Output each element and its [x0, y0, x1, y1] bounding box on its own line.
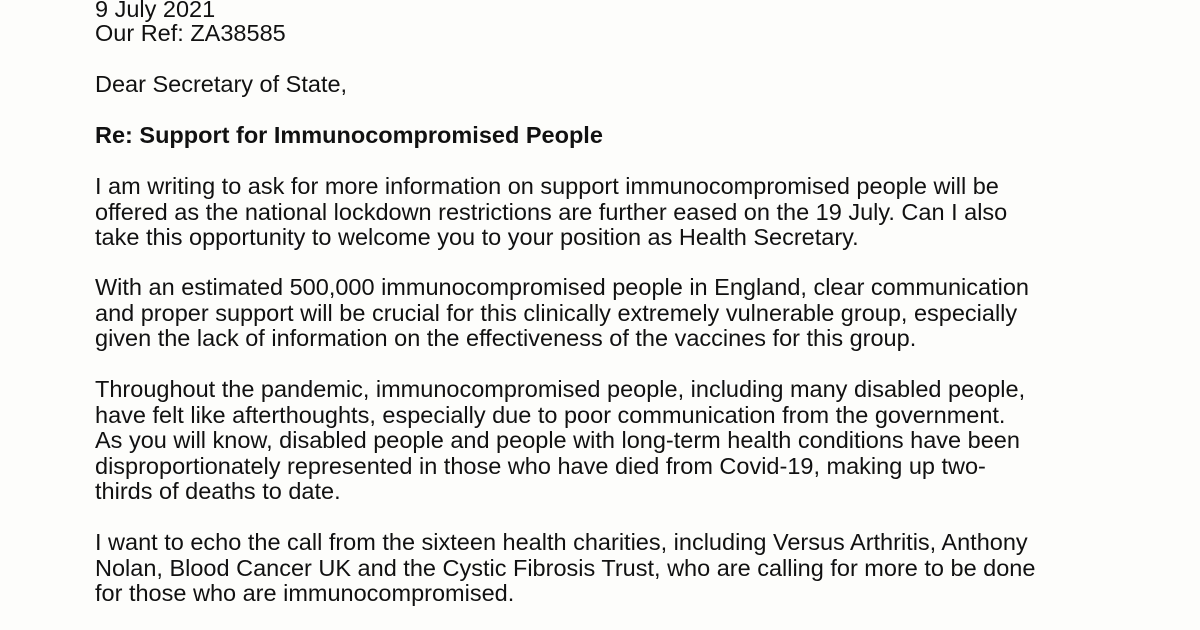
paragraph-line: for those who are immunocompromised. — [95, 580, 515, 606]
paragraph-line: given the lack of information on the effectiveness of the vaccines for this group. — [95, 325, 917, 351]
paragraph-line: take this opportunity to welcome you to your position as Health Secretary. — [95, 224, 859, 250]
paragraph-line: have felt like afterthoughts, especially due to poor communication from the government. — [95, 401, 1006, 428]
paragraph-1 — [95, 174, 1135, 251]
paragraph-line: thirds of deaths to date. — [95, 478, 341, 504]
paragraph-line: Throughout the pandemic, immunocompromised people, including many disabled people, — [95, 376, 1026, 402]
paragraph-line: As you will know, disabled people and people with long-term health conditions have been — [95, 427, 1020, 453]
paragraph-2 — [95, 275, 1135, 352]
paragraph-4 — [95, 530, 1135, 607]
paragraph-line: Nolan, Blood Cancer UK and the Cystic Fibrosis Trust, who are calling for more to be done — [95, 554, 1036, 581]
paragraph-line: and proper support will be crucial for this clinically extremely vulnerable group, especially — [95, 299, 1018, 326]
reference-number: Our Ref: ZA38585 — [95, 20, 286, 46]
paragraph-line: I want to echo the call from the sixteen health charities, including Versus Arthritis, Anthony — [95, 529, 1028, 555]
paragraph-line: offered as the national lockdown restrictions are further eased on the 19 July. Can I also — [95, 198, 1008, 225]
paragraph-line: disproportionately represented in those who have died from Covid-19, making up two- — [95, 452, 986, 479]
salutation: Dear Secretary of State, — [95, 71, 348, 97]
paragraph-3 — [95, 377, 1135, 505]
paragraph-line: With an estimated 500,000 immunocompromised people in England, clear communication — [95, 274, 1029, 300]
letter-date: 9 July 2021 — [95, 0, 216, 22]
paragraph-line: I am writing to ask for more information on support immunocompromised people will be — [95, 173, 999, 199]
subject-line: Re: Support for Immunocompromised People — [95, 122, 603, 148]
